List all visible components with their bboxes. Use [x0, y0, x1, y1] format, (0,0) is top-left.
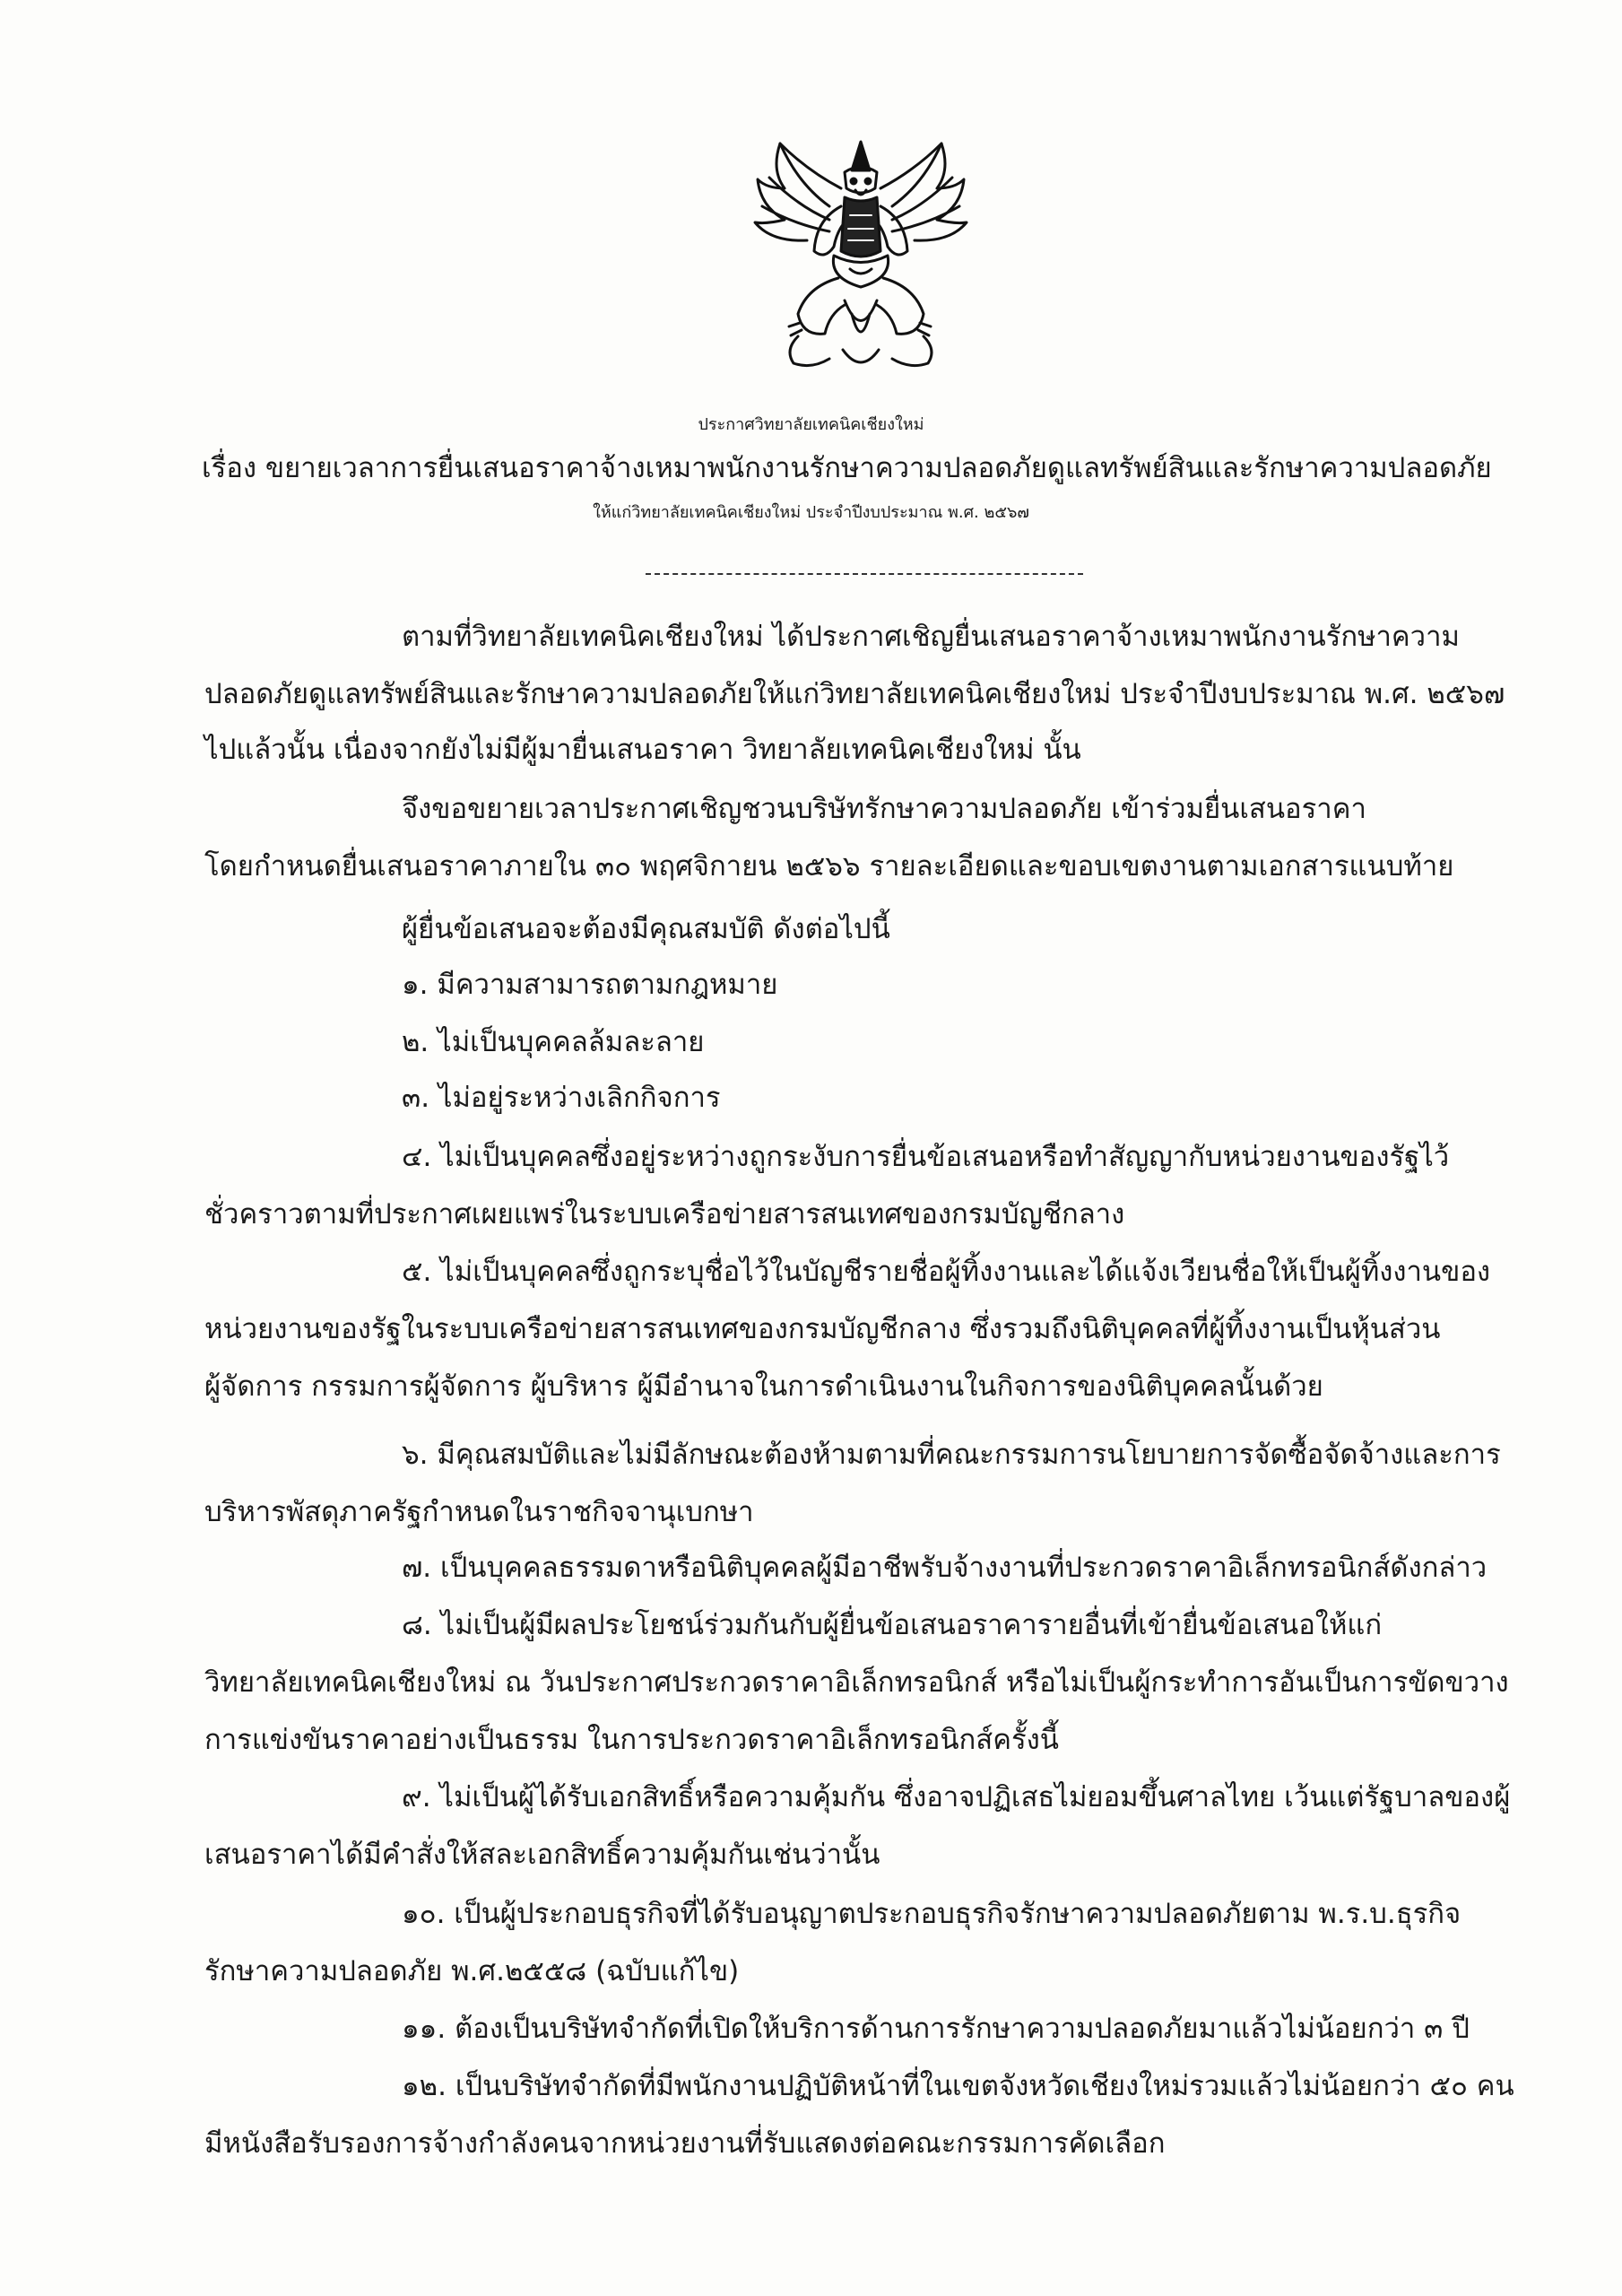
qualification-11: ๑๑. ต้องเป็นบริษัทจำกัดที่เปิดให้บริการด้านการรักษาความปลอดภัยมาแล้วไม่น้อยกว่า ๓ ปี	[402, 2013, 1470, 2045]
qualification-12-line-2: มีหนังสือรับรองการจ้างกำลังคนจากหน่วยงานที่รับแสดงต่อคณะกรรมการคัดเลือก	[204, 2127, 1166, 2160]
qualification-12-line-1: ๑๒. เป็นบริษัทจำกัดที่มีพนักงานปฏิบัติหน้าที่ในเขตจังหวัดเชียงใหม่รวมแล้วไม่น้อยกว่า ๕๐ คน	[402, 2070, 1514, 2102]
qualification-6-line-1: ๖. มีคุณสมบัติและไม่มีลักษณะต้องห้ามตามที่คณะกรรมการนโยบายการจัดซื้อจัดจ้างและการ	[402, 1439, 1501, 1471]
qualification-1: ๑. มีความสามารถตามกฎหมาย	[402, 969, 778, 1001]
qualification-4-line-2: ชั่วคราวตามที่ประกาศเผยแพร่ในระบบเครือข่ายสารสนเทศของกรมบัญชีกลาง	[204, 1198, 1125, 1231]
qualification-3: ๓. ไม่อยู่ระหว่างเลิกกิจการ	[402, 1082, 721, 1114]
qualification-4-line-1: ๔. ไม่เป็นบุคคลซึ่งอยู่ระหว่างถูกระงับการยื่นข้อเสนอหรือทำสัญญากับหน่วยงานของรัฐไว้	[402, 1141, 1450, 1173]
qualification-8-line-1: ๘. ไม่เป็นผู้มีผลประโยชน์ร่วมกันกับผู้ยื่นข้อเสนอราคารายอื่นที่เข้ายื่นข้อเสนอให้แก่	[402, 1609, 1383, 1641]
qualification-6-line-2: บริหารพัสดุภาครัฐกำหนดในราชกิจจานุเบกษา	[204, 1496, 754, 1528]
subject-line-1: เรื่อง ขยายเวลาการยื่นเสนอราคาจ้างเหมาพนักงานรักษาความปลอดภัยดูแลทรัพย์สินและรักษาความปลอดภัย	[202, 452, 1492, 484]
paragraph-1-line-3: ไปแล้วนั้น เนื่องจากยังไม่มีผู้มายื่นเสนอราคา วิทยาลัยเทคนิคเชียงใหม่ นั้น	[204, 734, 1081, 766]
qualification-10-line-2: รักษาความปลอดภัย พ.ศ.๒๕๕๘ (ฉบับแก้ไข)	[204, 1955, 740, 1987]
garuda-emblem-icon	[744, 135, 977, 377]
qualification-9-line-2: เสนอราคาได้มีคำสั่งให้สละเอกสิทธิ์ความคุ้มกันเช่นว่านั้น	[204, 1839, 880, 1871]
qualification-10-line-1: ๑๐. เป็นผู้ประกอบธุรกิจที่ได้รับอนุญาตประกอบธุรกิจรักษาความปลอดภัยตาม พ.ร.บ.ธุรกิจ	[402, 1898, 1462, 1930]
document-title: ประกาศวิทยาลัยเทคนิคเชียงใหม่	[698, 415, 924, 434]
qualification-8-line-2: วิทยาลัยเทคนิคเชียงใหม่ ณ วันประกาศประกวดราคาอิเล็กทรอนิกส์ หรือไม่เป็นผู้กระทำการอันเป็นการขัดขวาง	[204, 1666, 1509, 1699]
subject-line-2: ให้แก่วิทยาลัยเทคนิคเชียงใหม่ ประจำปีงบประมาณ พ.ศ. ๒๕๖๗	[593, 503, 1029, 522]
qualification-5-line-2: หน่วยงานของรัฐในระบบเครือข่ายสารสนเทศของกรมบัญชีกลาง ซึ่งรวมถึงนิติบุคคลที่ผู้ทิ้งงานเป็นหุ้นส่วน	[204, 1313, 1441, 1345]
qualification-7: ๗. เป็นบุคคลธรรมดาหรือนิติบุคคลผู้มีอาชีพรับจ้างงานที่ประกวดราคาอิเล็กทรอนิกส์ดังกล่าว	[402, 1552, 1488, 1584]
paragraph-1-line-1: ตามที่วิทยาลัยเทคนิคเชียงใหม่ ได้ประกาศเชิญยื่นเสนอราคาจ้างเหมาพนักงานรักษาความ	[402, 621, 1460, 653]
qualification-8-line-3: การแข่งขันราคาอย่างเป็นธรรม ในการประกวดราคาอิเล็กทรอนิกส์ครั้งนี้	[204, 1724, 1059, 1756]
paragraph-2-line-1: จึงขอขยายเวลาประกาศเชิญชวนบริษัทรักษาความปลอดภัย เข้าร่วมยื่นเสนอราคา	[402, 793, 1366, 825]
header-divider	[646, 573, 1083, 575]
qualification-2: ๒. ไม่เป็นบุคคลล้มละลาย	[402, 1026, 705, 1058]
paragraph-1-line-2: ปลอดภัยดูแลทรัพย์สินและรักษาความปลอดภัยให้แก่วิทยาลัยเทคนิคเชียงใหม่ ประจำปีงบประมาณ พ.ศ. ๒๕๖๗	[204, 678, 1505, 710]
qualification-9-line-1: ๙. ไม่เป็นผู้ได้รับเอกสิทธิ์หรือความคุ้มกัน ซึ่งอาจปฏิเสธไม่ยอมขึ้นศาลไทย เว้นแต่รัฐบาลของผู้	[402, 1781, 1511, 1813]
qualification-5-line-1: ๕. ไม่เป็นบุคคลซึ่งถูกระบุชื่อไว้ในบัญชีรายชื่อผู้ทิ้งงานและได้แจ้งเวียนชื่อให้เป็นผู้ทิ้งงานของ	[402, 1256, 1491, 1288]
qualification-5-line-3: ผู้จัดการ กรรมการผู้จัดการ ผู้บริหาร ผู้มีอำนาจในการดำเนินงานในกิจการของนิติบุคคลนั้นด้วย	[204, 1370, 1323, 1403]
paragraph-2-line-2: โดยกำหนดยื่นเสนอราคาภายใน ๓๐ พฤศจิกายน ๒๕๖๖ รายละเอียดและขอบเขตงานตามเอกสารแนบท้าย	[204, 850, 1454, 883]
qualifications-intro: ผู้ยื่นข้อเสนอจะต้องมีคุณสมบัติ ดังต่อไปนี้	[402, 913, 890, 945]
